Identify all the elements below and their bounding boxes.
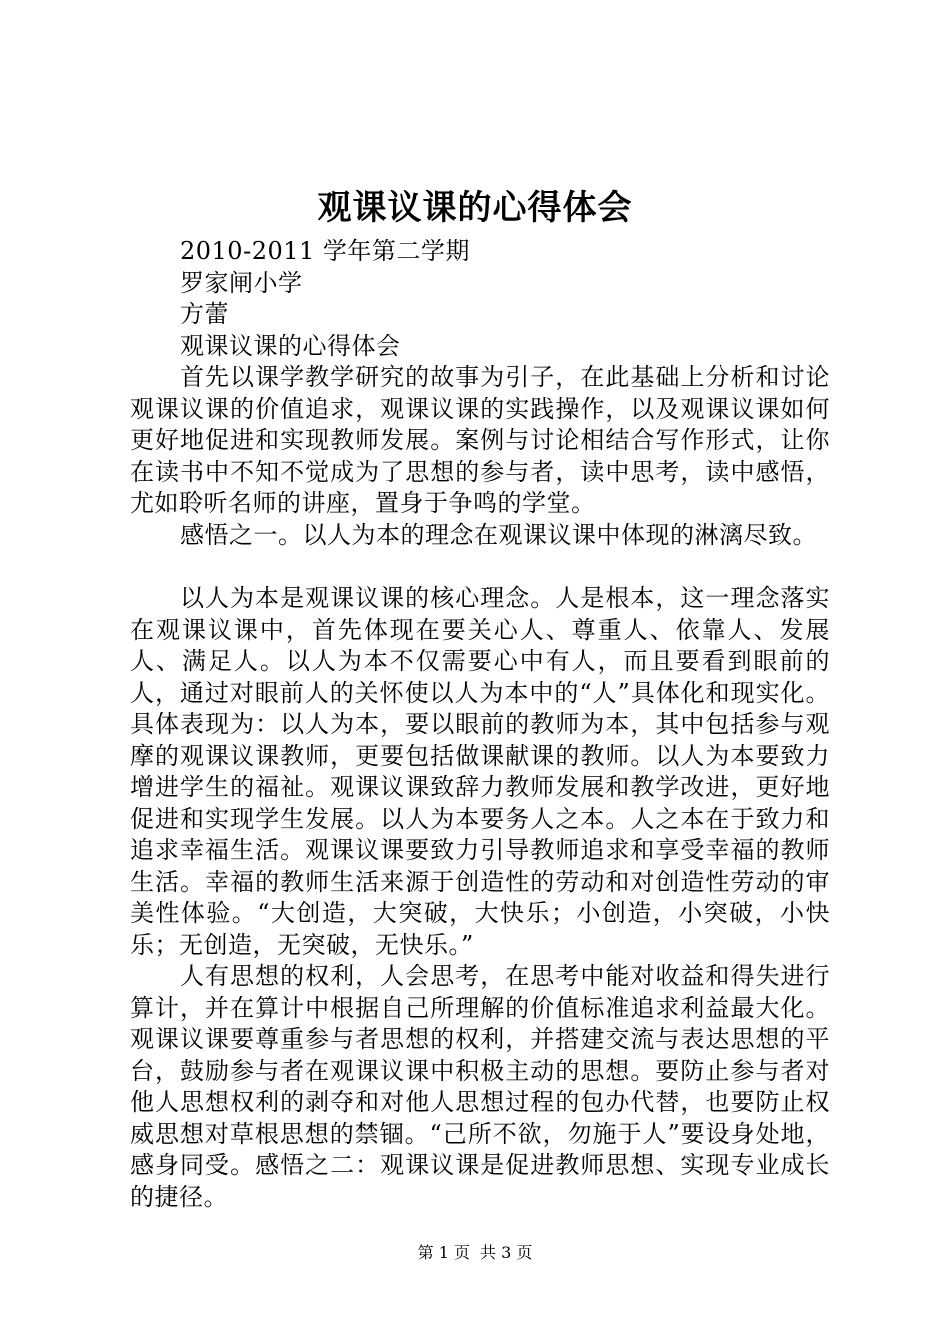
document-title: 观课议课的心得体会 — [317, 188, 633, 228]
page-footer — [0, 1243, 950, 1263]
term-line: 2010-2011 学年第二学期 — [180, 237, 470, 265]
paragraph-right-to-think: 人有思想的权利，人会思考，在思考中能对收益和得失进行算计，并在算计中根据自己所理解的价值标准追求利益最大化。观课议课要尊重参与者思想的权利，并搭建交流与表达思想的平台，鼓励参与者在观课议课中积极主动的思想。要防止参与者对他人思想权利的剥夺和对他人思想过程的包办代替，也要防止权威思想对草根思想的禁锢。“己所不欲，勿施于人”要设身处地，感身同受。感悟之二：观课议课是促进教师思想、实现专业成长的捷径。 — [130, 962, 830, 1211]
document-body — [130, 236, 830, 1213]
paragraph-intro: 首先以课学教学研究的故事为引子，在此基础上分析和讨论观课议课的价值追求，观课议课的实践操作，以及观课议课如何更好地促进和实现教师发展。案例与讨论相结合写作形式，让你在读书中不知不觉成为了思想的参与者，读中思考，读中感悟，尤如聆听名师的讲座，置身于争鸣的学堂。 — [130, 363, 830, 517]
subtitle-line: 观课议课的心得体会 — [180, 331, 401, 360]
author-line: 方蕾 — [180, 300, 229, 328]
paragraph-people-oriented: 以人为本是观课议课的核心理念。人是根本，这一理念落实在观课议课中，首先体现在要关心人、尊重人、依靠人、发展人、满足人。以人为本不仅需要心中有人，而且要看到眼前的人，通过对眼前人的关怀使以人为本中的“人”具体化和现实化。具体表现为：以人为本，要以眼前的教师为本，其中包括参与观摩的观课议课教师，更要包括做课献课的教师。以人为本要致力增进学生的福祉。观课议课致辞力教师发展和教学改进，更好地促进和实现学生发展。以人为本要务人之本。人之本在于致力和追求幸福生活。观课议课要致力引导教师追求和享受幸福的教师生活。幸福的教师生活来源于创造性的劳动和对创造性劳动的审美性体验。“大创造，大突破，大快乐；小创造，小突破，小快乐；无创造，无突破，无快乐。” — [130, 584, 830, 959]
page-total: 共 3 页 — [480, 1243, 533, 1262]
page-number: 第 1 页 — [417, 1243, 470, 1262]
school-line: 罗家闸小学 — [180, 268, 303, 297]
paragraph-insight-one: 感悟之一。以人为本的理念在观课议课中体现的淋漓尽致。 — [180, 520, 817, 549]
